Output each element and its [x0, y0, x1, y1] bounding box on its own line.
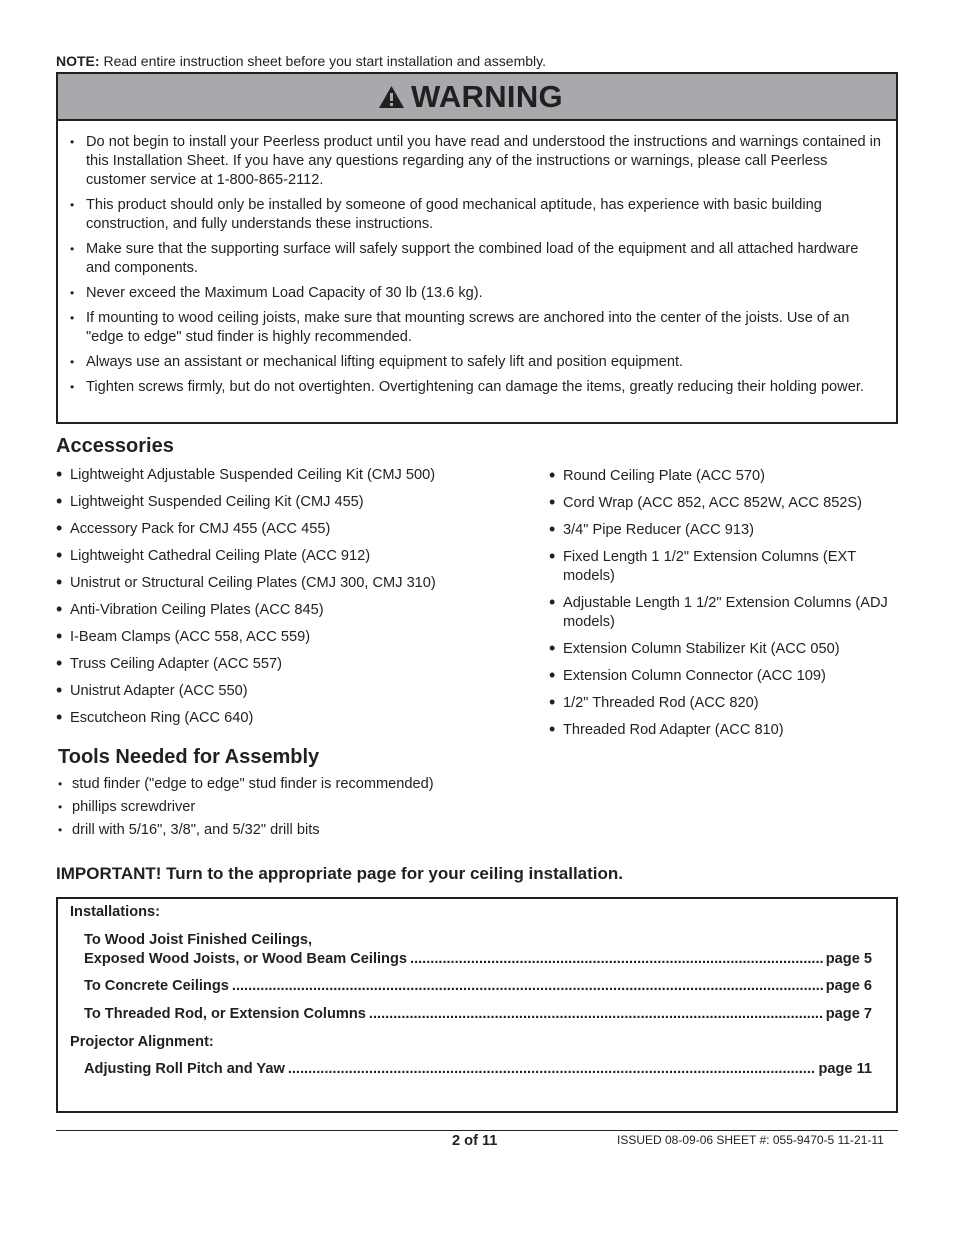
- tool-item: • stud finder ("edge to edge" stud finder is recommended): [58, 775, 658, 794]
- accessories-heading: Accessories: [56, 435, 174, 457]
- warning-item: • Never exceed the Maximum Load Capacity of 30 lb (13.6 kg).: [70, 284, 882, 303]
- tool-item: • phillips screwdriver: [58, 798, 658, 817]
- toc-entry-label: Exposed Wood Joists, or Wood Beam Ceilings: [84, 951, 408, 967]
- warning-item: • Do not begin to install your Peerless product until you have read and understood the instructions and warnings contained in this Installation Sheet. If you have any questions regarding any of the instructions or warnings, please call Peerless customer service at 1-800-865-2112.: [70, 133, 882, 190]
- warning-item: • If mounting to wood ceiling joists, make sure that mounting screws are anchored into the center of the joists. Use of an "edge to edge" stud finder is highly recommended.: [70, 309, 882, 347]
- note-label: NOTE:: [56, 53, 100, 69]
- toc-entry-threaded-rod[interactable]: [84, 1005, 872, 1024]
- toc-entry-label: Adjusting Roll Pitch and Yaw: [84, 1061, 285, 1077]
- accessory-item: • 3/4" Pipe Reducer (ACC 913): [549, 521, 894, 540]
- page-number: 2 of 11: [452, 1133, 498, 1149]
- toc-page-number: page 7: [825, 1006, 872, 1022]
- accessory-item: • Unistrut Adapter (ACC 550): [56, 682, 526, 701]
- toc-entry-label: To Concrete Ceilings: [84, 978, 229, 994]
- toc-leader-dots: [288, 1060, 816, 1079]
- warning-triangle-icon: [378, 85, 405, 109]
- footer-divider: [56, 1130, 898, 1131]
- warning-header: [58, 74, 896, 121]
- toc-entry-wood[interactable]: [84, 950, 872, 969]
- accessory-item: • Threaded Rod Adapter (ACC 810): [549, 721, 894, 740]
- warning-item: • This product should only be installed by someone of good mechanical aptitude, has experience with basic building construction, and fully understands these instructions.: [70, 196, 882, 234]
- tools-list: [58, 775, 658, 844]
- toc-entry-roll-pitch-yaw[interactable]: [84, 1060, 872, 1079]
- toc-page-number: page 6: [825, 978, 872, 994]
- accessory-item: • Lightweight Cathedral Ceiling Plate (ACC 912): [56, 547, 526, 566]
- accessory-item: • Round Ceiling Plate (ACC 570): [549, 467, 894, 486]
- tools-heading: Tools Needed for Assembly: [58, 746, 320, 768]
- toc-page-number: page 5: [825, 951, 872, 967]
- accessory-item: • Truss Ceiling Adapter (ACC 557): [56, 655, 526, 674]
- toc-entry-label: To Threaded Rod, or Extension Columns: [84, 1006, 366, 1022]
- accessory-item: • Anti-Vibration Ceiling Plates (ACC 845): [56, 601, 526, 620]
- accessories-list-right: [549, 467, 894, 748]
- accessory-item: • Escutcheon Ring (ACC 640): [56, 709, 526, 728]
- warning-title: WARNING: [411, 78, 563, 114]
- toc-leader-dots: [232, 977, 823, 996]
- accessory-item: • I-Beam Clamps (ACC 558, ACC 559): [56, 628, 526, 647]
- toc-entry-wood-line1: To Wood Joist Finished Ceilings,: [84, 932, 313, 948]
- note-line: [56, 53, 546, 69]
- warning-item: • Always use an assistant or mechanical lifting equipment to safely lift and position equipment.: [70, 353, 882, 372]
- projector-alignment-heading: Projector Alignment:: [70, 1034, 214, 1050]
- important-note: IMPORTANT! Turn to the appropriate page for your ceiling installation.: [56, 864, 624, 883]
- accessory-item: • Lightweight Suspended Ceiling Kit (CMJ 455): [56, 493, 526, 512]
- warning-item: • Make sure that the supporting surface will safely support the combined load of the equipment and all attached hardware and components.: [70, 240, 882, 278]
- accessories-list-left: [56, 466, 526, 736]
- warning-list: [58, 121, 896, 397]
- toc-entry-concrete[interactable]: [84, 977, 872, 996]
- installations-box: [56, 897, 898, 1113]
- accessory-item: • Cord Wrap (ACC 852, ACC 852W, ACC 852S): [549, 494, 894, 513]
- installations-heading: Installations:: [70, 904, 161, 920]
- accessory-item: • Lightweight Adjustable Suspended Ceiling Kit (CMJ 500): [56, 466, 526, 485]
- accessory-item: • Unistrut or Structural Ceiling Plates (CMJ 300, CMJ 310): [56, 574, 526, 593]
- note-text: Read entire instruction sheet before you start installation and assembly.: [103, 53, 546, 69]
- warning-box: [56, 72, 898, 424]
- accessory-item: • Extension Column Stabilizer Kit (ACC 050): [549, 640, 894, 659]
- accessory-item: • Accessory Pack for CMJ 455 (ACC 455): [56, 520, 526, 539]
- warning-item: • Tighten screws firmly, but do not overtighten. Overtightening can damage the items, greatly reducing their holding power.: [70, 378, 882, 397]
- accessory-item: • Extension Column Connector (ACC 109): [549, 667, 894, 686]
- accessory-item: • Fixed Length 1 1/2" Extension Columns (EXT models): [549, 548, 894, 586]
- toc-leader-dots: [410, 950, 823, 969]
- accessory-item: • 1/2" Threaded Rod (ACC 820): [549, 694, 894, 713]
- toc-page-number: page 11: [818, 1061, 872, 1077]
- accessory-item: • Adjustable Length 1 1/2" Extension Columns (ADJ models): [549, 594, 894, 632]
- tool-item: • drill with 5/16", 3/8", and 5/32" drill bits: [58, 821, 658, 840]
- toc-leader-dots: [369, 1005, 823, 1024]
- issued-info: ISSUED 08-09-06 SHEET #: 055-9470-5 11-21-11: [617, 1133, 884, 1147]
